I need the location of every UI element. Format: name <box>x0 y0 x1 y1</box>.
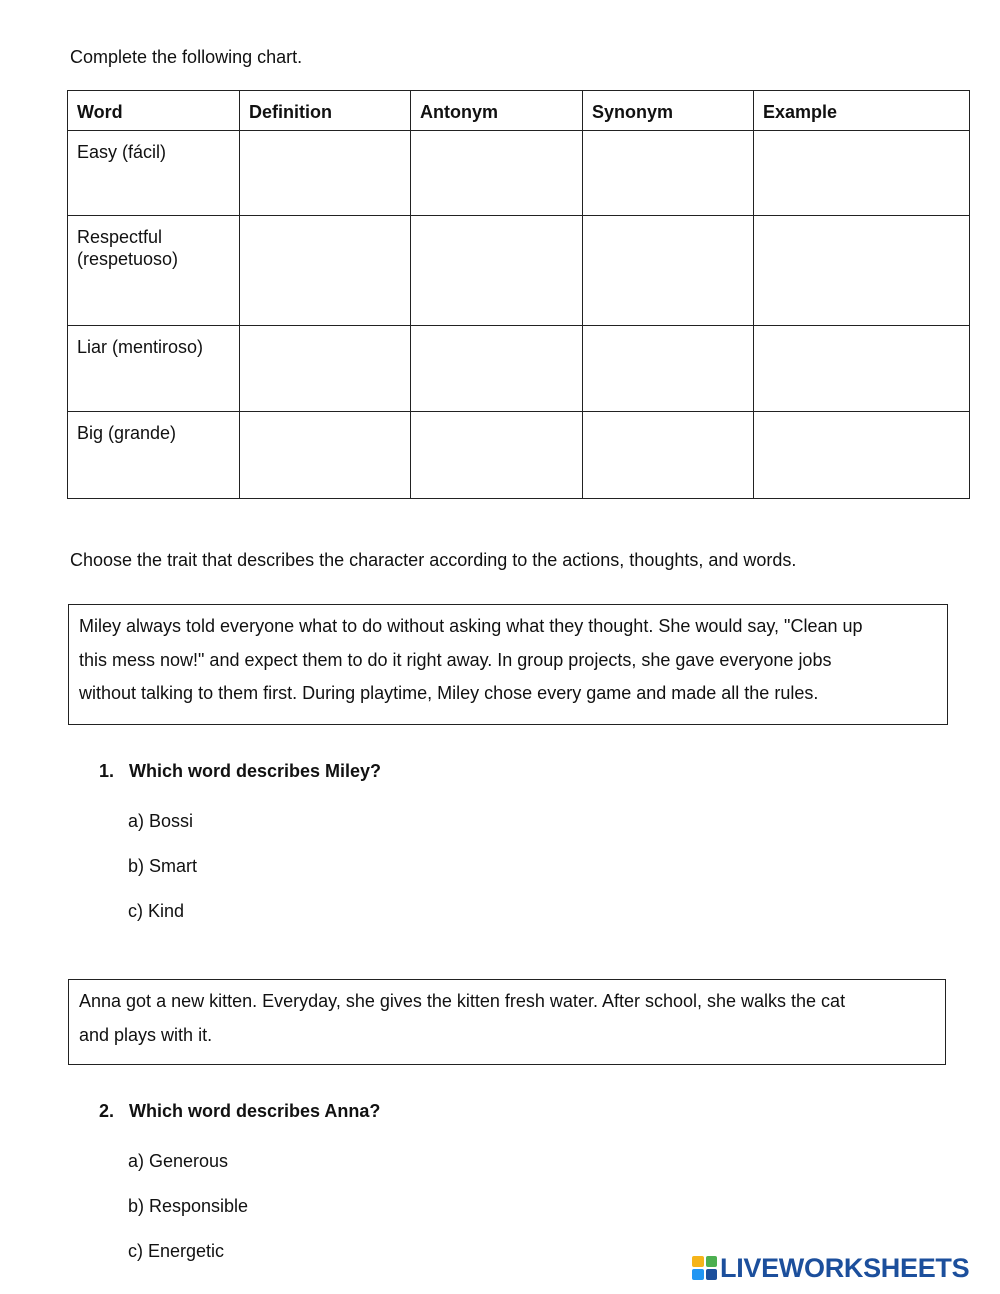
liveworksheets-logo <box>692 1253 969 1283</box>
synonym-cell[interactable] <box>583 326 754 412</box>
word-cell: Big (grande) <box>68 412 240 499</box>
answer-option[interactable]: b) Smart <box>128 856 198 876</box>
column-header-antonym: Antonym <box>411 91 583 131</box>
logo-text: LIVEWORKSHEETS <box>720 1252 970 1283</box>
answer-option[interactable]: c) Energetic <box>128 1241 225 1261</box>
synonym-cell[interactable] <box>583 131 754 216</box>
word-cell: Respectful (respetuoso) <box>68 216 240 326</box>
antonym-cell[interactable] <box>411 412 583 499</box>
example-cell[interactable] <box>754 326 970 412</box>
passage-line: without talking to them first. During playtime, Miley chose every game and made all the rules. <box>79 683 819 703</box>
column-header-word: Word <box>68 91 240 131</box>
answer-option[interactable]: c) Kind <box>128 901 185 921</box>
chart-header-row <box>68 91 970 131</box>
synonym-cell[interactable] <box>583 412 754 499</box>
column-header-synonym: Synonym <box>583 91 754 131</box>
table-row <box>68 131 970 216</box>
definition-cell[interactable] <box>240 412 411 499</box>
word-cell: Easy (fácil) <box>68 131 240 216</box>
question-1 <box>99 760 381 782</box>
synonym-cell[interactable] <box>583 216 754 326</box>
example-cell[interactable] <box>754 216 970 326</box>
table-row <box>68 216 970 326</box>
passage-line: this mess now!" and expect them to do it right away. In group projects, she gave everyone jobs <box>79 649 832 670</box>
definition-cell[interactable] <box>240 326 411 412</box>
question-2 <box>99 1100 380 1122</box>
answer-option[interactable]: b) Responsible <box>128 1196 249 1216</box>
example-cell[interactable] <box>754 412 970 499</box>
answer-option[interactable]: a) Generous <box>128 1151 229 1171</box>
question-text: Which word describes Miley? <box>129 761 382 781</box>
passage-line: Miley always told everyone what to do without asking what they thought. She would say, "Clean up <box>79 616 863 636</box>
logo-square <box>706 1269 718 1280</box>
passage-anna <box>68 979 946 1065</box>
question-number: 2. <box>99 1101 115 1121</box>
question-text: Which word describes Anna? <box>129 1101 381 1121</box>
chart-instruction: Complete the following chart. <box>70 47 303 67</box>
passage-line: and plays with it. <box>79 1024 213 1045</box>
logo-square <box>706 1256 718 1267</box>
trait-instruction: Choose the trait that describes the character according to the actions, thoughts, and words. <box>70 550 797 570</box>
column-header-definition: Definition <box>240 91 411 131</box>
antonym-cell[interactable] <box>411 131 583 216</box>
liveworksheets-logo-icon <box>692 1256 717 1280</box>
question-number: 1. <box>99 761 115 781</box>
answer-option[interactable]: a) Bossi <box>128 811 194 831</box>
answer-options-2 <box>128 1150 248 1285</box>
passage-miley <box>68 604 948 725</box>
passage-line: Anna got a new kitten. Everyday, she gives the kitten fresh water. After school, she walks the cat <box>79 991 846 1011</box>
antonym-cell[interactable] <box>411 326 583 412</box>
vocabulary-chart <box>67 90 970 499</box>
table-row <box>68 326 970 412</box>
example-cell[interactable] <box>754 131 970 216</box>
definition-cell[interactable] <box>240 131 411 216</box>
answer-options-1 <box>128 810 197 945</box>
definition-cell[interactable] <box>240 216 411 326</box>
antonym-cell[interactable] <box>411 216 583 326</box>
column-header-example: Example <box>754 91 970 131</box>
table-row <box>68 412 970 499</box>
logo-square <box>692 1269 704 1280</box>
logo-square <box>692 1256 704 1267</box>
word-cell: Liar (mentiroso) <box>68 326 240 412</box>
